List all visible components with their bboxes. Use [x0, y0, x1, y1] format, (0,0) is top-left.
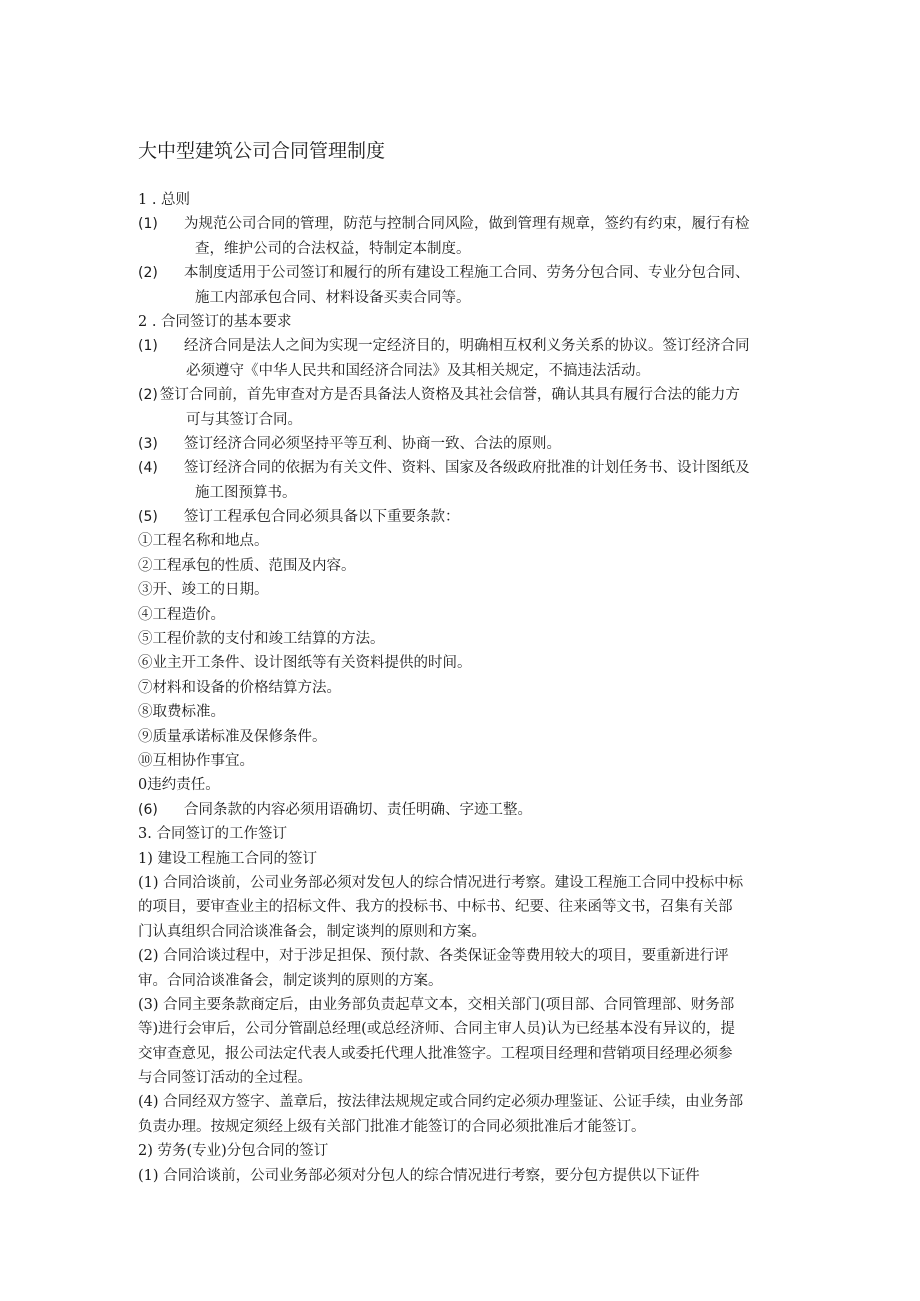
paragraph-line: 审。合同洽谈准备会，制定谈判的原则的方案。 [138, 972, 443, 989]
paragraph-text: 签订合同前，首先审查对方是否具备法人资格及其社会信誉，确认其具有履行合法的能力方 [159, 387, 740, 404]
paragraph-text: 合同条款的内容必须用语确切、责任明确、字迹工整。 [184, 801, 532, 818]
paragraph-line [138, 432, 798, 456]
clause-item: ⑧取费标准。 [138, 704, 225, 721]
item-number: (6) [138, 801, 158, 818]
paragraph-line [138, 261, 798, 285]
clause-item: ⑨质量承诺标准及保修条件。 [138, 728, 327, 745]
clause-item: ③开、竣工的日期。 [138, 582, 269, 599]
paragraph-line: 与合同签订活动的全过程。 [138, 1070, 312, 1087]
item-number: (2) [138, 265, 158, 282]
paragraph-line: (1) 合同洽谈前，公司业务部必须对发包人的综合情况进行考察。建设工程施工合同中投标中标 [138, 874, 744, 891]
clause-item: ⑥业主开工条件、设计图纸等有关资料提供的时间。 [138, 655, 472, 672]
subsection-heading: 1) 建设工程施工合同的签订 [138, 850, 317, 867]
paragraph-line: (3) 合同主要条款商定后，由业务部负责起草文本，交相关部门(项目部、合同管理部、财务部 [138, 996, 735, 1013]
clause-item: ②工程承包的性质、范围及内容。 [138, 557, 356, 574]
paragraph-line: 门认真组织合同洽谈准备会，制定谈判的原则和方案。 [138, 923, 486, 940]
clause-item: ⑩互相协作事宜。 [138, 752, 254, 769]
section-heading: 3. 合同签订的工作签订 [138, 826, 287, 843]
paragraph-line [138, 334, 798, 358]
paragraph-line: 必须遵守《中华人民共和国经济合同法》及其相关规定，不搞违法活动。 [186, 362, 650, 379]
item-number: (5) [138, 509, 158, 526]
paragraph-text: 签订经济合同必须坚持平等互利、协商一致、合法的原则。 [184, 435, 561, 452]
paragraph-text: 签订工程承包合同必须具备以下重要条款： [184, 509, 460, 526]
paragraph-line: 可与其签订合同。 [186, 411, 302, 428]
clause-item: ④工程造价。 [138, 606, 225, 623]
paragraph-line: 交审查意见，报公司法定代表人或委托代理人批准签字。工程项目经理和营销项目经理必须参 [138, 1045, 733, 1062]
paragraph-line: (1) 合同洽谈前，公司业务部必须对分包人的综合情况进行考察，要分包方提供以下证件 [138, 1167, 700, 1184]
paragraph-line [138, 383, 798, 407]
paragraph-line: (2) 合同洽谈过程中，对于涉足担保、预付款、各类保证金等费用较大的项目，要重新进行评 [138, 948, 729, 965]
paragraph-line [138, 456, 798, 480]
clause-item: ①工程名称和地点。 [138, 533, 269, 550]
paragraph-line: 查，维护公司的合法权益，特制定本制度。 [195, 240, 471, 257]
subsection-heading: 2) 劳务(专业)分包合同的签订 [138, 1143, 329, 1160]
document-title: 大中型建筑公司合同管理制度 [138, 140, 386, 162]
paragraph-line [138, 212, 798, 236]
paragraph-line [138, 505, 798, 529]
paragraph-line [138, 798, 798, 822]
clause-item: 0违约责任。 [138, 777, 220, 794]
paragraph-line: 施工内部承包合同、材料设备买卖合同等。 [195, 289, 471, 306]
paragraph-line: 的项目，要审查业主的招标文件、我方的投标书、中标书、纪要、往来函等文书，召集有关部 [138, 899, 733, 916]
section-heading: 2 . 合同签订的基本要求 [138, 313, 292, 330]
item-number: (3) [138, 435, 158, 452]
paragraph-line: 等)进行会审后，公司分管副总经理(或总经济师、合同主审人员)认为已经基本没有异议的，提 [138, 1021, 735, 1038]
paragraph-line: (4) 合同经双方签字、盖章后，按法律法规规定或合同约定必须办理鉴证、公证手续，由业务部 [138, 1094, 744, 1111]
item-number: (1) [138, 216, 158, 233]
item-number: (4) [138, 460, 158, 477]
clause-item: ⑦材料和设备的价格结算方法。 [138, 679, 341, 696]
paragraph-line: 负责办理。按规定须经上级有关部门批准才能签订的合同必须批准后才能签订。 [138, 1118, 646, 1135]
paragraph-text: 为规范公司合同的管理，防范与控制合同风险，做到管理有规章，签约有约束，履行有检 [184, 216, 750, 233]
paragraph-text: 本制度适用于公司签订和履行的所有建设工程施工合同、劳务分包合同、专业分包合同、 [184, 265, 750, 282]
item-number: (2) [138, 387, 158, 404]
section-heading: 1 . 总则 [138, 192, 191, 208]
paragraph-line: 施工图预算书。 [195, 484, 297, 501]
item-number: (1) [138, 338, 158, 355]
paragraph-text: 经济合同是法人之间为实现一定经济目的，明确相互权利义务关系的协议。签订经济合同 [184, 338, 750, 355]
paragraph-text: 签订经济合同的依据为有关文件、资料、国家及各级政府批准的计划任务书、设计图纸及 [184, 460, 750, 477]
clause-item: ⑤工程价款的支付和竣工结算的方法。 [138, 631, 385, 648]
document-body [138, 188, 798, 1188]
